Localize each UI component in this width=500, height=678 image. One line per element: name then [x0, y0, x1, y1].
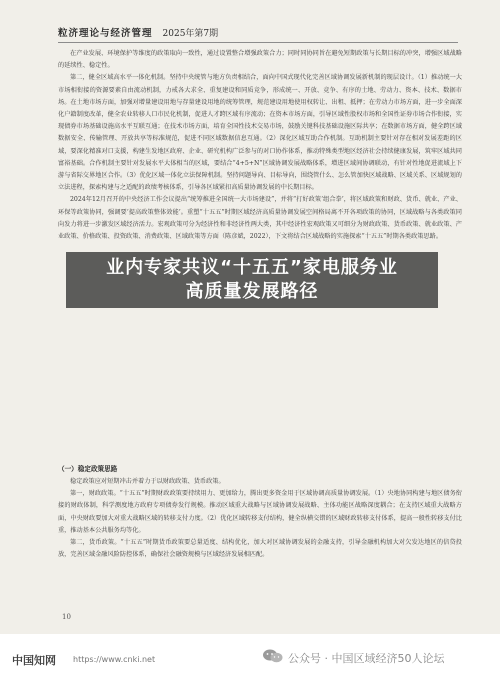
paragraph: 第二，健全区域高水平一体化机制。坚持中央统管与地方负责相结合，面向中国式现代化完善区域协调发展新机制的现层设计。（1）推动统一大市场相衔接的资源要素自由流动机制，力戒各大求全、重复建设和同质竞争，形成统一、开放、竞争、有序的土地、劳动力、资本、技术、数据市场。在土地市场方面，加强对增量建设用地与存量建设用地的统筹管理，规范建设用地使用权转让、出租、抵押；在劳动力市场方面，进一步全面深化户籍制度改革，健全农业转移人口市民化机制，促进人才跨区域有序流动；在资本市场方面，引导区域性股权市场和全国性证券市场合作衔接，实现债券市场基础设施高水平互联互通；在技术市场方面，培育全国性技术交易市场，鼓励关键科技基础设施区际共享；在数据市场方面，健全跨区域数据安全、传输管理、开放共享等标准规范，促进不同区域数据信息互通。（2）深化区域互助合作机制。互助机制主要针对存在相对发展差距的区域，要深化精准对口支援，构建生发地区政府、企业、研究机构广泛参与的对口协作体系，推动特殊类型地区经济社会持续健康发展，筑牢区域共同富裕基础。合作机制主要针对发展水平大体相当的区域，要结合“4+5+N”区域协调发展战略体系，增进区域间协调联动，有针对性地促进流域上下游与省际交界地区合作。（3）优化区域一体化立法保障机制。坚持问题导向、目标导向，围绕管什么、怎么管加快区域战略、区域关系、区域规划的立法进程，探索构建与之适配的政绩考核体系，引导各区域紧扣高质量协调发展的中长期目标。: [58, 74, 462, 192]
paragraph: 稳定政策应对短期冲击并着力于以财政政策、货币政策。: [70, 478, 225, 485]
journal-title: 粒济理论与经济管理: [58, 28, 153, 39]
site-logo: 中国知网: [12, 654, 56, 667]
headline-line-2: 高质量发展路径: [185, 281, 319, 302]
section-heading: （一）稳定政策思路: [58, 465, 118, 473]
site-url: https://www.cnki.net: [73, 655, 156, 664]
paragraph: 2024年12月召开的中央经济工作会议提出“统筹推进全国统一大市场建设”，并将“打好政策‘组合拳’，将区域政策和财政、货币、就业、产业、环保等政策协同，强调要‘提高政策整体效能’。重塑“十五五”时期区域经济高质量协调发展空间格局离不开各项政策的协同，区域战略与各类政策同向发力将进一步激发区域经济活力。宏观政策可分为经济性和非经济性两大类，其中经济性宏观政策又可细分为财政政策、货币政策、就业政策、产业政策、价格政策、投资政策、消费政策、区域政策等方面（陈彦斌，2022），下文将结合区域战略的实施探索“十五五”时期各类政策思路。: [58, 196, 462, 241]
watermark-text: 公众号 · 中国区域经济50人论坛: [288, 652, 445, 665]
body-text-bottom: [58, 476, 462, 561]
journal-issue: 2025年第7期: [162, 28, 219, 39]
paragraph: 第二，货币政策。“十五五”时期货币政策要总量适度、结构优化，加大对区域协调发展的金融支持，引导金融机构加大对欠发达地区的信贷投放，完善区域金融风险防控体系，确保社会融资规模与区域经济发展相匹配。: [58, 539, 462, 559]
wechat-icon: [262, 648, 284, 664]
page-number: 10: [62, 613, 71, 621]
journal-header: [58, 23, 458, 41]
footer-bar: [0, 634, 500, 678]
paragraph: 第一，财政政策。“十五五”时期财政政策要持续用力、更加给力，腾出更多资金用于区域协调高质量协调发展。（1）央地协同构建与地区债务衔接的财政体制，科学测度地方政府专项债券发行规模。推动区域重大战略与区域协调发展战略、主体功能区战略深度耦合；在支持区域重大战略方面，中央财政要加大对重大战略区域的转移支付力度。（2）优化区域转移支付结构，健全纵横交错的区域财政转移支付体系，提高一般性转移支付比重，推动基本公共服务均等化。: [58, 490, 462, 534]
paragraph: 在产业发展、环境保护等维度的政策取向一致性，通过设置整合增强政策合力；同时同协同旨在避免短期政策与长期目标的冲突，增强区域战略的延续性、稳定性。: [58, 50, 462, 70]
headline-overlay: [66, 252, 438, 308]
header-rule: [58, 42, 458, 43]
headline-line-1: 业内专家共议“十五五”家电服务业: [106, 257, 398, 278]
body-text-top: [58, 48, 462, 243]
